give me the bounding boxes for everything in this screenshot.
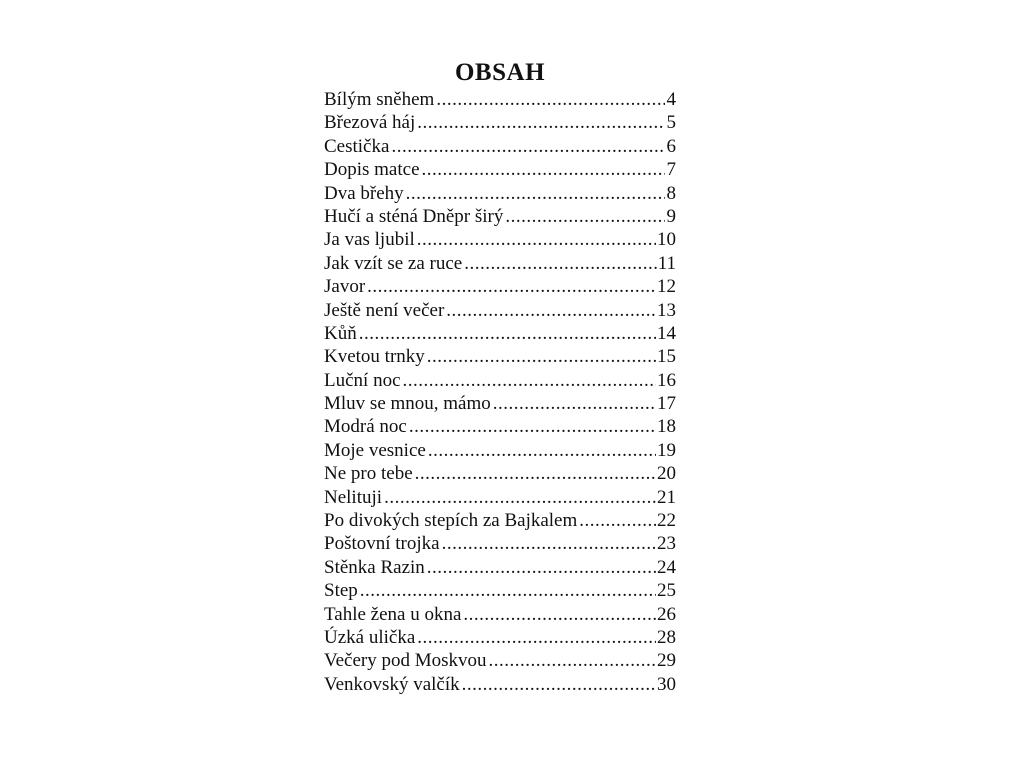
toc-entry-title: Moje vesnice	[324, 439, 426, 461]
toc-entry-title: Mluv se mnou, mámo	[324, 393, 491, 415]
toc-entry-title: Modrá noc	[324, 416, 407, 438]
dot-leader	[391, 135, 665, 158]
dot-leader	[436, 88, 665, 111]
toc-entry-page-number: 4	[666, 89, 676, 110]
toc-entry-page-number: 15	[657, 346, 676, 368]
toc-entry-title: Tahle žena u okna	[324, 603, 462, 625]
dot-leader	[417, 111, 665, 134]
toc-entry	[324, 415, 676, 438]
toc-entry-title: Březová háj	[324, 112, 416, 134]
toc-entry	[324, 205, 676, 228]
toc-entry-title: Po divokých stepích za Bajkalem	[324, 510, 578, 532]
toc-entry-title: Jak vzít se za ruce	[324, 252, 463, 274]
toc-entry-title: Dopis matce	[324, 159, 420, 181]
dot-leader	[463, 603, 656, 626]
dot-leader	[462, 673, 656, 696]
toc-entry	[324, 532, 676, 555]
toc-entry-page-number: 20	[657, 463, 676, 485]
toc-entry-title: Luční noc	[324, 369, 401, 391]
toc-entry-title: Večery pod Moskvou	[324, 650, 487, 672]
toc-entry-title: Javor	[324, 276, 366, 298]
toc-entry-title: Bílým sněhem	[324, 89, 435, 110]
dot-leader	[442, 532, 656, 555]
toc-entry	[324, 486, 676, 509]
toc-entry-title: Ja vas ljubil	[324, 229, 415, 251]
dot-leader	[360, 579, 656, 602]
toc-entry	[324, 275, 676, 298]
toc-entry-title: Úzká ulička	[324, 626, 416, 648]
toc-entry	[324, 509, 676, 532]
dot-leader	[415, 462, 656, 485]
dot-leader	[359, 322, 656, 345]
toc-entry	[324, 603, 676, 626]
toc-entry-page-number: 9	[666, 205, 676, 227]
toc-entry-title: Cestička	[324, 135, 390, 157]
toc-entry	[324, 345, 676, 368]
toc-entry-page-number: 16	[657, 369, 676, 391]
toc-entry-page-number: 8	[666, 182, 676, 204]
toc-entry	[324, 111, 676, 134]
dot-leader	[422, 158, 665, 181]
toc-entry	[324, 252, 676, 275]
toc-entry	[324, 322, 676, 345]
toc-entry	[324, 135, 676, 158]
toc-entry	[324, 228, 676, 251]
toc-entry-page-number: 17	[657, 393, 676, 415]
toc-entry-title: Poštovní trojka	[324, 533, 440, 555]
toc-entry-page-number: 14	[657, 322, 676, 344]
toc-entry-page-number: 21	[657, 486, 676, 508]
toc-entry	[324, 369, 676, 392]
toc-entry-page-number: 5	[666, 112, 676, 134]
toc-entry-page-number: 29	[657, 650, 676, 672]
toc-entry-title: Nelituji	[324, 486, 383, 508]
dot-leader	[428, 439, 656, 462]
toc-entry-page-number: 28	[657, 626, 676, 648]
toc-entry-page-number: 18	[657, 416, 676, 438]
toc-entry	[324, 462, 676, 485]
dot-leader	[417, 626, 656, 649]
toc-entry	[324, 579, 676, 602]
toc-entry	[324, 88, 676, 111]
toc-entry-title: Hučí a sténá Dněpr širý	[324, 205, 504, 227]
toc-entry-title: Step	[324, 580, 358, 602]
toc-entry	[324, 158, 676, 181]
table-of-contents	[324, 58, 676, 696]
toc-entry-title: Kůň	[324, 322, 357, 344]
toc-entry-title: Dva břehy	[324, 182, 404, 204]
toc-entry-page-number: 13	[657, 299, 676, 321]
dot-leader	[384, 486, 656, 509]
toc-entry	[324, 673, 676, 696]
dot-leader	[446, 299, 656, 322]
dot-leader	[403, 369, 656, 392]
dot-leader	[406, 182, 665, 205]
dot-leader	[464, 252, 656, 275]
dot-leader	[493, 392, 656, 415]
toc-entry-page-number: 26	[657, 603, 676, 625]
dot-leader	[427, 345, 656, 368]
dot-leader	[505, 205, 665, 228]
dot-leader	[579, 509, 656, 532]
toc-entry-page-number: 30	[657, 673, 676, 695]
toc-entry-page-number: 23	[657, 533, 676, 555]
dot-leader	[489, 649, 656, 672]
toc-entry	[324, 439, 676, 462]
toc-entry-page-number: 25	[657, 580, 676, 602]
toc-entry-title: Venkovský valčík	[324, 673, 460, 695]
toc-entry	[324, 299, 676, 322]
dot-leader	[427, 556, 656, 579]
toc-entry-title: Ještě není večer	[324, 299, 445, 321]
toc-entry	[324, 392, 676, 415]
toc-entry-page-number: 19	[657, 439, 676, 461]
toc-entry-page-number: 11	[657, 252, 676, 274]
toc-entry	[324, 626, 676, 649]
toc-entry-page-number: 10	[657, 229, 676, 251]
page-title: OBSAH	[454, 59, 546, 86]
toc-entry	[324, 556, 676, 579]
toc-entry-page-number: 6	[666, 135, 676, 157]
toc-entry-title: Ne pro tebe	[324, 463, 413, 485]
dot-leader	[367, 275, 656, 298]
toc-entry-title: Kvetou trnky	[324, 346, 425, 368]
toc-entry-page-number: 12	[657, 276, 676, 298]
toc-entry-page-number: 24	[657, 556, 676, 578]
toc-entry-page-number: 22	[657, 510, 676, 532]
toc-entry-page-number: 7	[666, 159, 676, 181]
toc-entry	[324, 649, 676, 672]
toc-list	[324, 88, 676, 696]
toc-entry	[324, 182, 676, 205]
toc-entry-title: Stěnka Razin	[324, 556, 425, 578]
dot-leader	[409, 415, 656, 438]
dot-leader	[417, 228, 656, 251]
